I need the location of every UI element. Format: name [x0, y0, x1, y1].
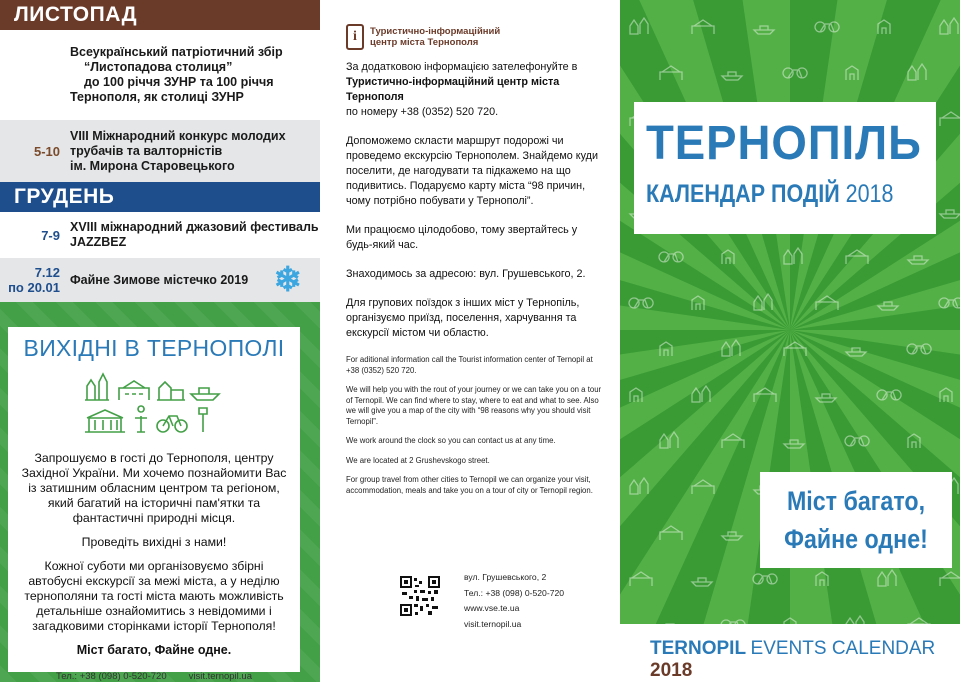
cover-subtitle-text: КАЛЕНДАР ПОДІЙ [646, 180, 840, 208]
event-line: XVIII міжнародний джазовий фестиваль [70, 220, 319, 234]
logo-text [370, 26, 500, 48]
footer-year: 2018 [650, 660, 693, 681]
cover-year: 2018 [845, 180, 894, 208]
event-date [0, 265, 70, 295]
info-english: For group travel from other cities to Ternopil we can organize your visit, accommodation, meals and take you on a tour of city or Ternopil region. [346, 475, 593, 495]
info-paragraph: Допоможемо скласти маршрут подорожі чи проведемо екскурсію Тернополем. Знайдемо куди поселити, де нагодувати та підкажемо на що подивитись. Подаруємо карту міста “98 причин, чому потрібно побувати у Тернополі”. [346, 135, 599, 207]
info-english: We work around the clock so you can contact us at any time. [346, 436, 556, 445]
cover-panel [620, 0, 960, 682]
event-date: 5-10 [33, 143, 60, 159]
event-line: трубачів та валторністів [70, 143, 223, 158]
contact-address: вул. Грушевського, 2 [464, 572, 547, 582]
month-header-december: ГРУДЕНЬ [0, 182, 320, 212]
weekend-phone: Тел.: +38 (098) 0-520-720 [56, 671, 167, 682]
info-contacts [400, 570, 564, 632]
event-line: “Листопадова столиця” [84, 60, 233, 74]
logo-line: Туристично-інформаційний [370, 26, 501, 37]
cover-title-box [634, 102, 936, 234]
info-line: по номеру +38 (0352) 520 720. [346, 106, 499, 118]
cover-slogan-box [760, 472, 952, 568]
event-title [70, 220, 320, 250]
event-line: Тернополя, як столиці ЗУНР [70, 90, 244, 104]
event-title: Файне Зимове містечко 2019 [70, 272, 249, 287]
info-english: We are located at 2 Grushevskogo street. [346, 455, 490, 465]
cover-slogan-line: Міст багато, [786, 486, 926, 516]
info-logo-icon: i [346, 24, 364, 50]
contact-phone: Тел.: +38 (098) 0-520-720 [464, 587, 565, 598]
left-panel [0, 0, 320, 682]
event-item [0, 120, 320, 182]
event-line: Всеукраїнський патріотичний збір [70, 45, 283, 59]
event-item [0, 258, 320, 302]
weekend-paragraph: Запрошуємо в гості до Тернополя, центру Західної України. Ми хочемо познайомити Вас із затишним обласним центром та регіоном, який багатий на історичні пам'ятки та фантастичні природні місця. [21, 451, 287, 525]
info-panel [320, 0, 620, 682]
logo-line: центр міста Тернополя [370, 37, 479, 48]
event-line: ім. Мирона Старовецького [70, 158, 235, 173]
event-line: VIII Міжнародний конкурс молодих [70, 128, 286, 143]
cover-footer [620, 624, 960, 682]
footer-events: EVENTS CALENDAR [750, 638, 936, 659]
weekend-paragraph: Проведіть вихідні з нами! [81, 535, 227, 549]
cover-slogan-line: Файне одне! [784, 524, 928, 554]
weekend-title: ВИХІДНІ В ТЕРНОПОЛІ [23, 335, 285, 361]
contact-web-link[interactable]: www.vse.te.ua [464, 603, 520, 613]
event-line: JAZZBEZ [70, 235, 127, 249]
event-date-start: 7.12 [34, 265, 60, 280]
info-line: За додатковою інформацією зателефонуйте в [346, 61, 578, 73]
info-paragraph: Знаходимось за адресою: вул. Грушевського, 2. [346, 268, 586, 280]
weekend-contacts [18, 671, 290, 682]
weekend-paragraph: Кожної суботи ми організовуємо збірні автобусні екскурсії за межі міста, а у неділю тернополяни та гості міста мають можливість детальніше ознайомитись з невідомими і загадковими сторінками історії Тернополя! [24, 559, 284, 633]
weekend-slogan: Міст багато, Файне одне. [76, 643, 232, 657]
tic-logo [346, 24, 620, 50]
info-english: For aditional information call the Tourist information center of Ternopil at +38 (0352) 520 720. [346, 355, 593, 375]
events-list [0, 0, 320, 302]
event-date-end: по 20.01 [8, 280, 60, 295]
event-item [0, 30, 320, 120]
month-header-november: ЛИСТОПАД [0, 0, 320, 30]
info-paragraph: Для групових поїздок з інших міст у Тернопіль, організуємо приїзд, поселення, харчування та екскурсії містом чи областю. [346, 297, 580, 339]
snowflake-icon: ❄ [273, 261, 302, 299]
event-line: до 100 річчя ЗУНР та 100 річчя [84, 75, 274, 89]
weekend-section [8, 327, 300, 682]
weekend-site: visit.ternopil.ua [188, 671, 252, 682]
landmarks-icon [79, 368, 229, 438]
cover-subtitle [646, 180, 893, 209]
footer-ternopil: TERNOPIL [650, 638, 747, 659]
cover-title: ТЕРНОПІЛЬ [646, 117, 922, 170]
event-date: 7-9 [41, 227, 60, 243]
qr-code-icon[interactable] [400, 576, 440, 616]
info-line-bold: Туристично-інформаційний центр міста Тернополя [346, 76, 560, 103]
event-title [70, 45, 320, 105]
info-paragraph [346, 60, 606, 120]
event-item [0, 212, 320, 258]
contact-web-link[interactable]: visit.ternopil.ua [464, 618, 522, 629]
info-paragraph: Ми працюємо цілодобово, тому звертайтесь у будь-який час. [346, 224, 578, 251]
contact-lines [464, 570, 564, 632]
info-english: We will help you with the rout of your journey or we can take you on a tour of Ternopil. We can find where to stay, where to eat and what to see. Also we will give you a map of the city with “98 reasons why you should visit Ternopil”. [346, 385, 602, 426]
event-title [70, 129, 320, 174]
